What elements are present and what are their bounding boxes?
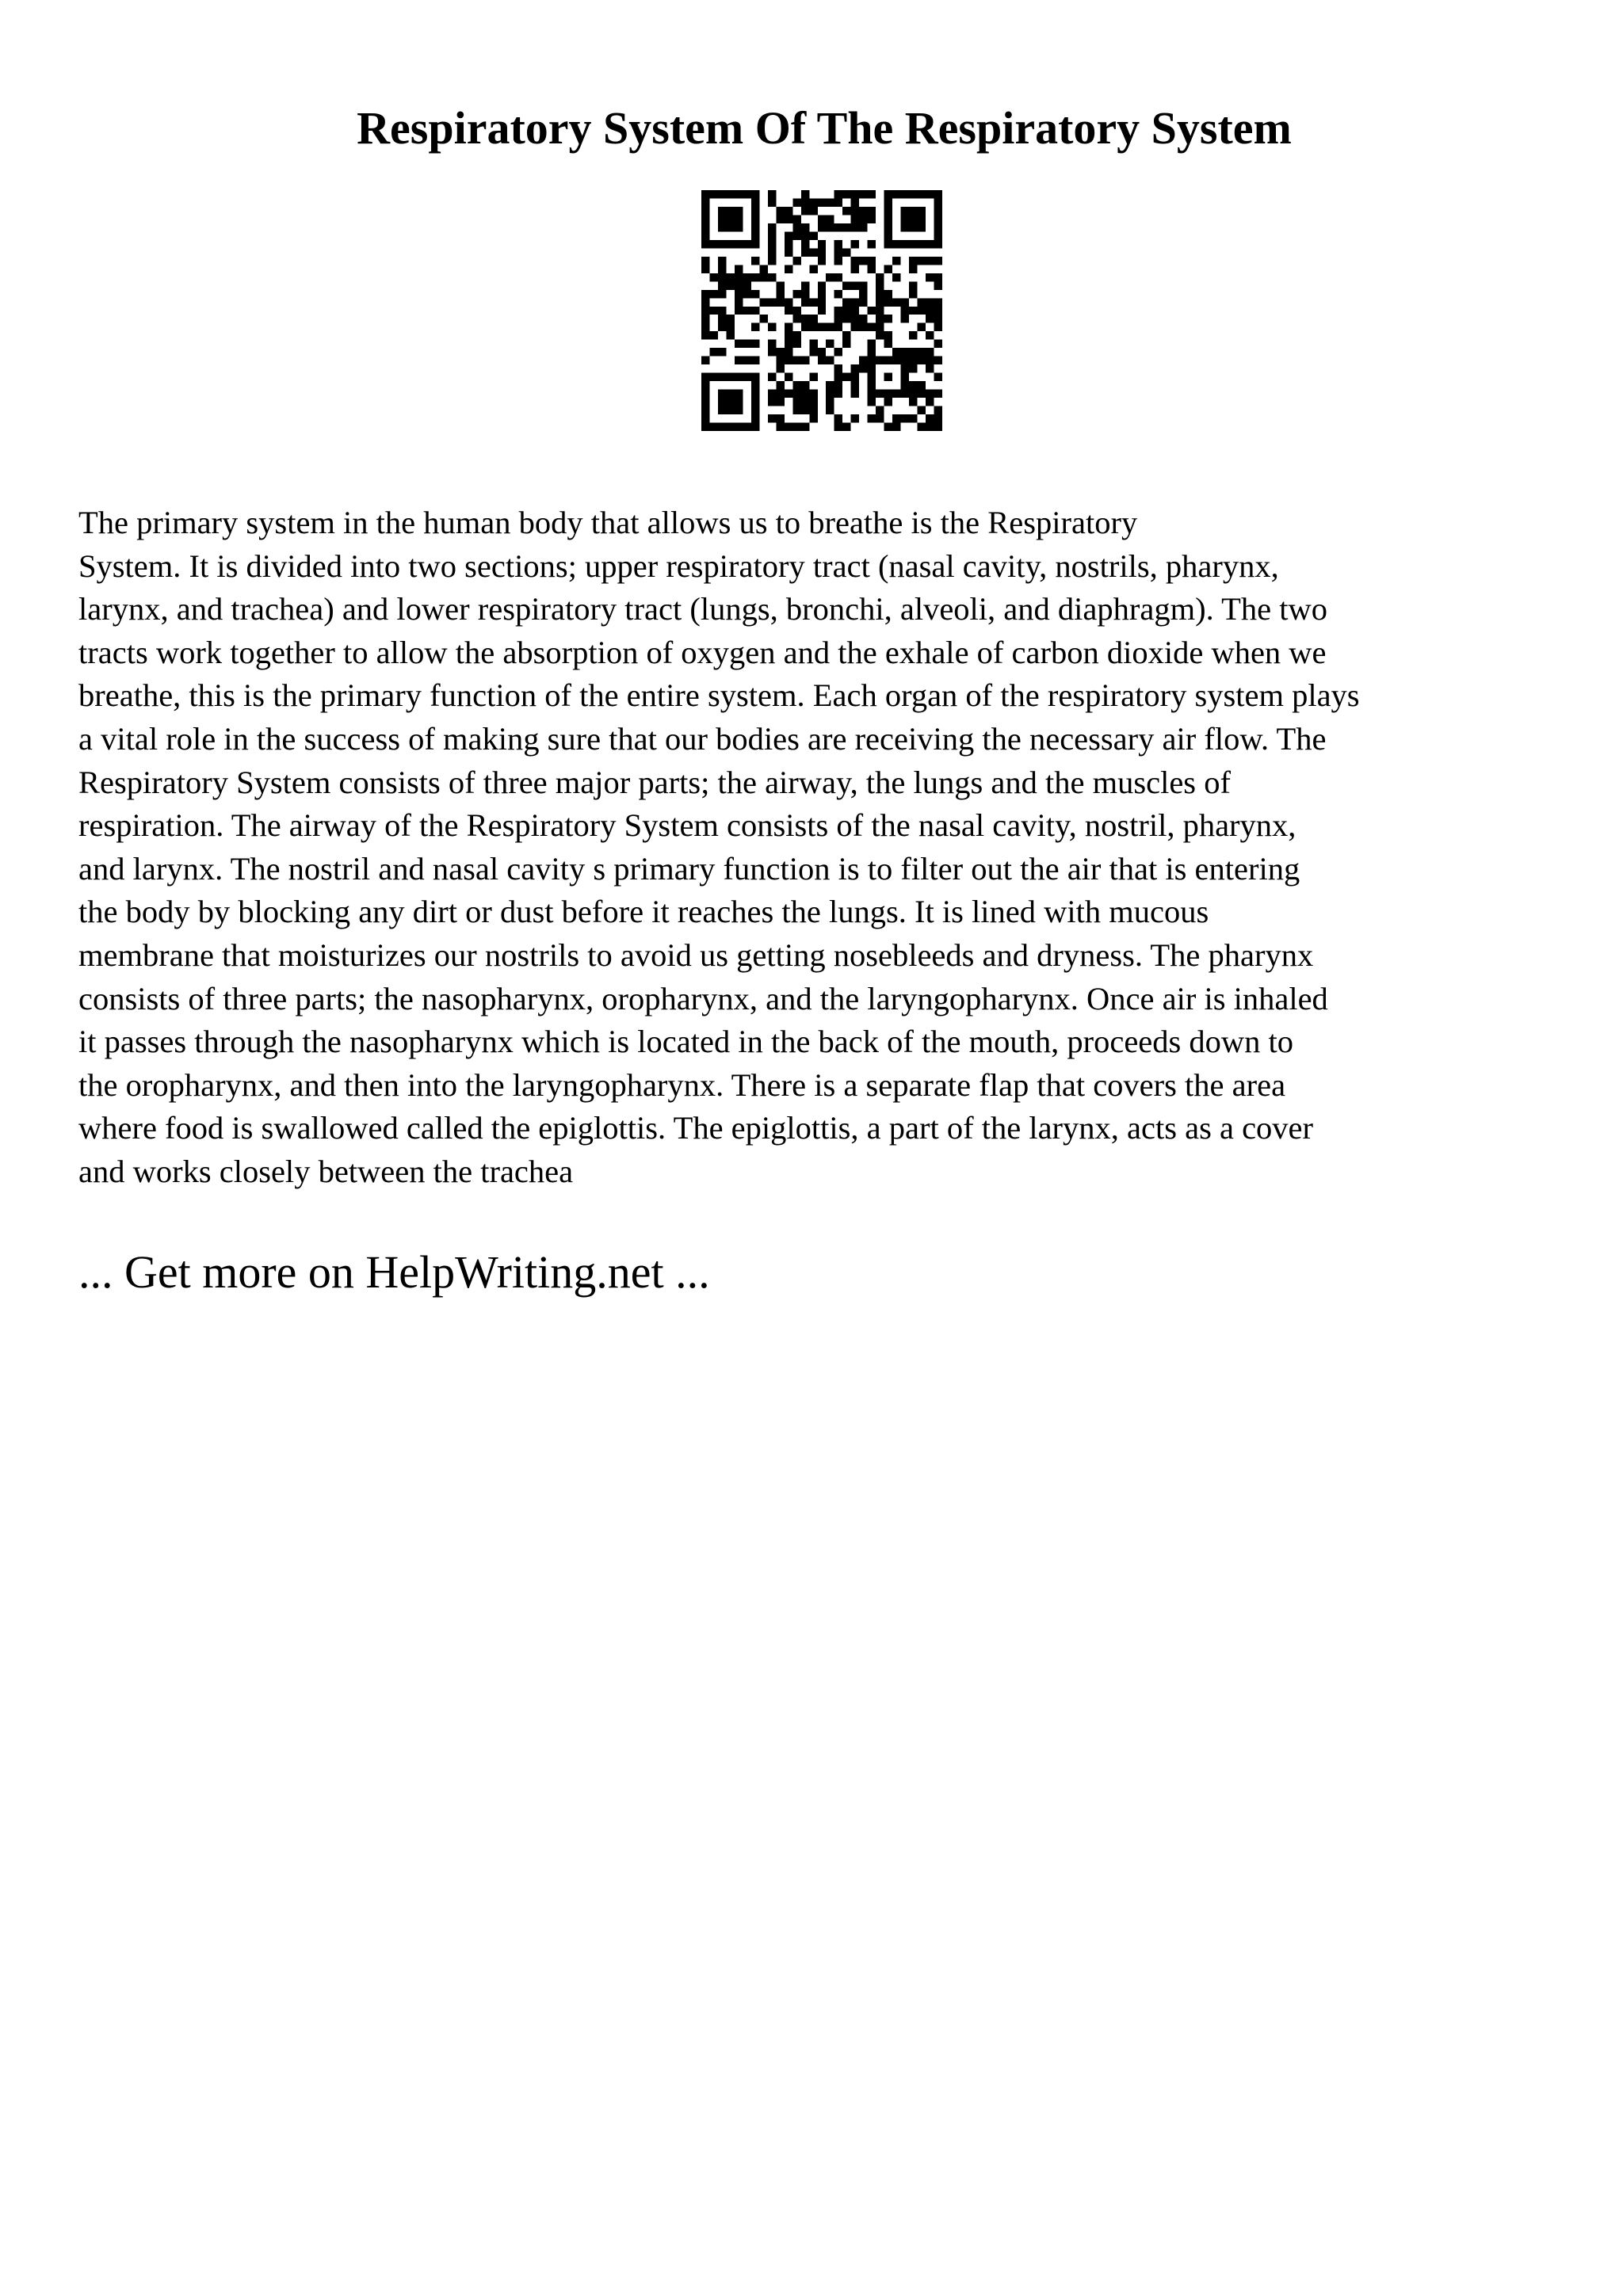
body-line: Respiratory System consists of three major parts; the airway, the lungs and the muscles of xyxy=(78,764,1231,800)
body-paragraph xyxy=(78,502,1568,1194)
body-line: System. It is divided into two sections; upper respiratory tract (nasal cavity, nostrils, pharynx, xyxy=(78,547,1279,584)
get-more-link[interactable]: ... Get more on HelpWriting.net ... xyxy=(78,1246,710,1298)
body-line: consists of three parts; the nasopharynx, oropharynx, and the laryngopharynx. Once air is inhaled xyxy=(78,980,1328,1016)
body-line: a vital role in the success of making sure that our bodies are receiving the necessary air flow. The xyxy=(78,720,1327,757)
body-line: where food is swallowed called the epiglottis. The epiglottis, a part of the larynx, acts as a cover xyxy=(78,1110,1314,1146)
body-line: the oropharynx, and then into the laryngopharynx. There is a separate flap that covers the area xyxy=(78,1066,1286,1103)
body-line: membrane that moisturizes our nostrils to avoid us getting nosebleeds and dryness. The pharynx xyxy=(78,936,1314,973)
body-line: and larynx. The nostril and nasal cavity s primary function is to filter out the air that is entering xyxy=(78,850,1300,887)
qr-code-icon xyxy=(701,190,942,431)
body-line: it passes through the nasopharynx which is located in the back of the mouth, proceeds down to xyxy=(78,1024,1294,1060)
body-line: and works closely between the trachea xyxy=(78,1153,574,1189)
body-line: breathe, this is the primary function of the entire system. Each organ of the respiratory system plays xyxy=(78,677,1360,714)
body-line: The primary system in the human body that allows us to breathe is the Respiratory xyxy=(78,505,1138,540)
body-line: larynx, and trachea) and lower respiratory tract (lungs, bronchi, alveoli, and diaphragm). The two xyxy=(78,591,1327,627)
body-line: tracts work together to allow the absorption of oxygen and the exhale of carbon dioxide when we xyxy=(78,634,1327,670)
body-line: the body by blocking any dirt or dust before it reaches the lungs. It is lined with mucous xyxy=(78,894,1209,930)
body-line: respiration. The airway of the Respiratory System consists of the nasal cavity, nostril, pharynx, xyxy=(78,807,1296,844)
page-title: Respiratory System Of The Respiratory System xyxy=(357,102,1292,154)
